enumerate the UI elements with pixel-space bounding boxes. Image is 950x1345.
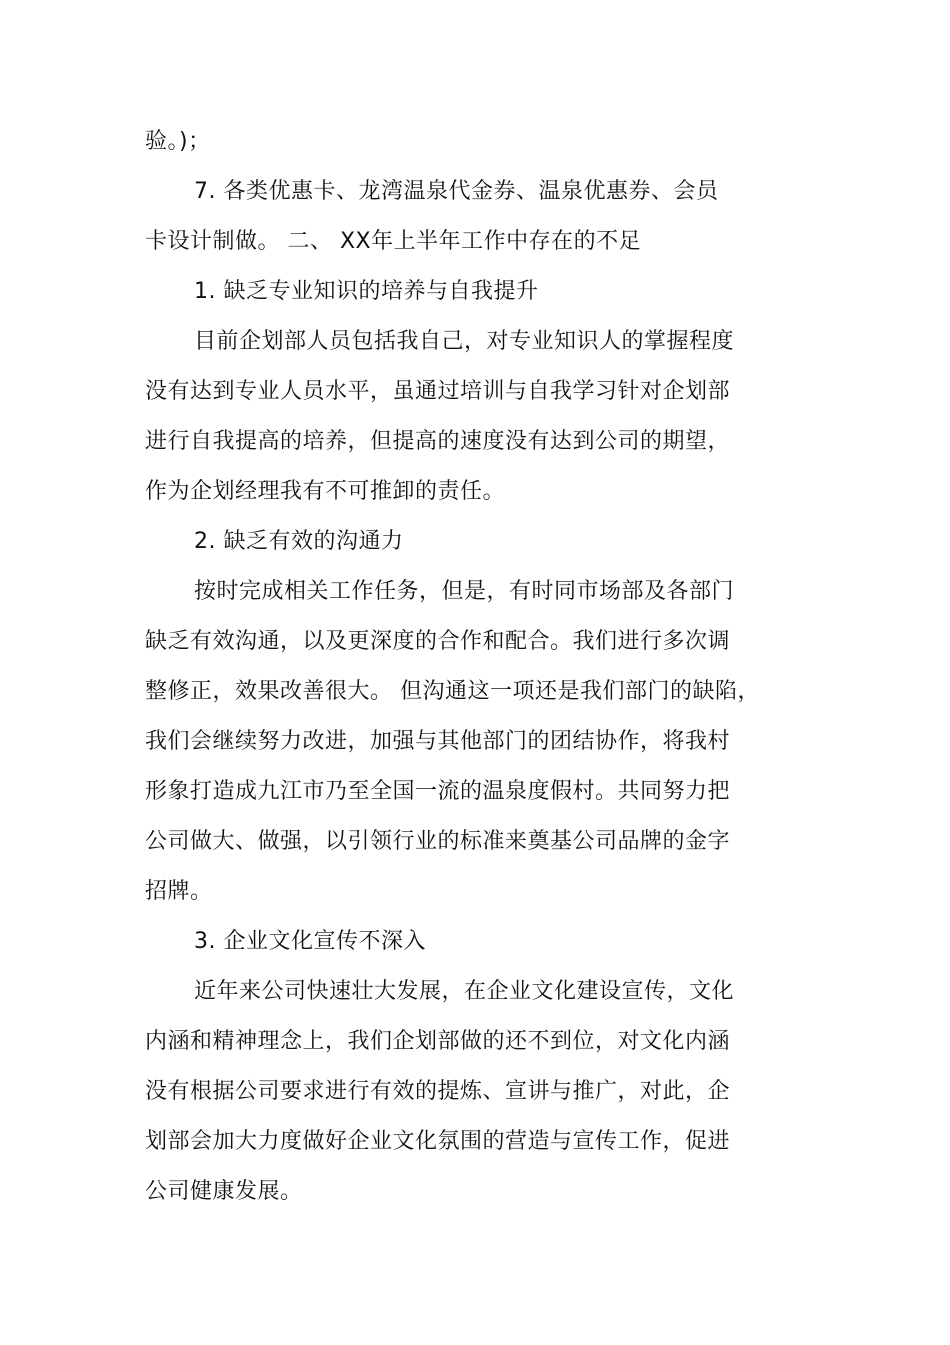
paragraph-line: 内涵和精神理念上，我们企划部做的还不到位，对文化内涵: [145, 1029, 731, 1054]
section-heading-3: 3. 企业文化宣传不深入: [194, 929, 426, 954]
text-line: 验。)；: [145, 129, 211, 154]
list-item-7: 7. 各类优惠卡、龙湾温泉代金券、温泉优惠券、会员: [194, 179, 719, 204]
paragraph-line: 公司做大、做强，以引领行业的标准来奠基公司品牌的金字: [145, 829, 731, 854]
paragraph-line: 作为企划经理我有不可推卸的责任。: [145, 479, 506, 504]
paragraph-line: 整修正，效果改善很大。 但沟通这一项还是我们部门的缺陷，: [145, 679, 760, 704]
paragraph-line: 没有根据公司要求进行有效的提炼、宣讲与推广，对此，企: [145, 1079, 731, 1104]
paragraph-line: 形象打造成九江市乃至全国一流的温泉度假村。共同努力把: [145, 779, 731, 804]
section-heading-1: 1. 缺乏专业知识的培养与自我提升: [194, 279, 539, 304]
paragraph-line: 缺乏有效沟通，以及更深度的合作和配合。我们进行多次调: [145, 629, 731, 654]
paragraph-line: 按时完成相关工作任务，但是，有时同市场部及各部门: [194, 579, 735, 604]
paragraph-line: 进行自我提高的培养，但提高的速度没有达到公司的期望，: [145, 429, 731, 454]
section-heading-2: 2. 缺乏有效的沟通力: [194, 529, 404, 554]
paragraph-line: 招牌。: [145, 879, 213, 904]
paragraph-line: 划部会加大力度做好企业文化氛围的营造与宣传工作，促进: [145, 1129, 731, 1154]
paragraph-line: 我们会继续努力改进，加强与其他部门的团结协作，将我村: [145, 729, 731, 754]
paragraph-line: 没有达到专业人员水平，虽通过培训与自我学习针对企划部: [145, 379, 731, 404]
paragraph-line: 近年来公司快速壮大发展，在企业文化建设宣传，文化: [194, 979, 735, 1004]
text-line: 卡设计制做。 二、 XX年上半年工作中存在的不足: [145, 229, 642, 254]
paragraph-line: 目前企划部人员包括我自己，对专业知识人的掌握程度: [194, 329, 735, 354]
paragraph-line: 公司健康发展。: [145, 1179, 303, 1204]
